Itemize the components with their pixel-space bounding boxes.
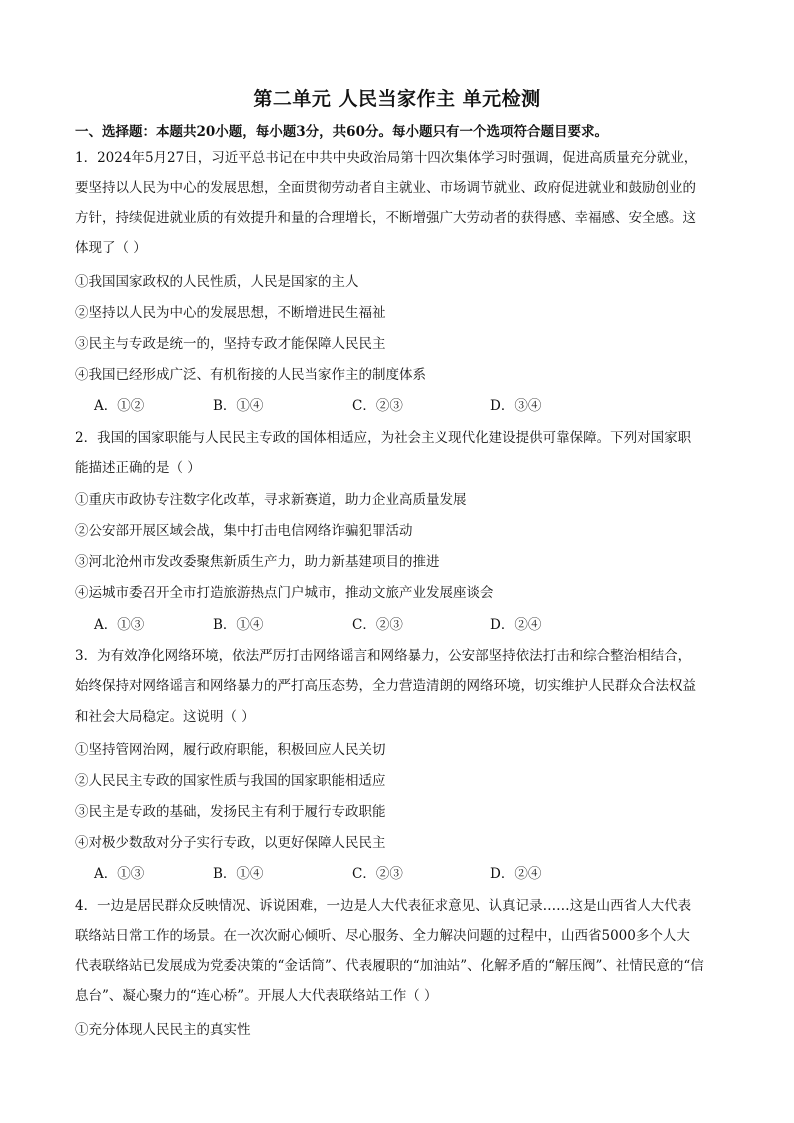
question-2-item-3: ③河北沧州市发改委聚焦新质生产力，助力新基建项目的推进 — [75, 554, 440, 570]
question-3-option-c[interactable]: C．②③ — [352, 866, 403, 882]
question-3-option-b[interactable]: B．①④ — [213, 866, 264, 882]
question-3-item-2: ②人民民主专政的国家性质与我国的国家职能相适应 — [75, 773, 386, 789]
question-4-stem-line-2: 联络站日常工作的场景。在一次次耐心倾听、尽心服务、全力解决问题的过程中，山西省5000多个人大 — [75, 928, 690, 944]
question-2-item-1: ①重庆市政协专注数字化改革，寻求新赛道，助力企业高质量发展 — [75, 492, 467, 508]
question-1-stem-line-3: 方针，持续促进就业质的有效提升和量的合理增长，不断增强广大劳动者的获得感、幸福感、安全感。这 — [75, 210, 696, 226]
question-1-option-b[interactable]: B．①④ — [213, 398, 264, 414]
question-3-stem-line-3: 和社会大局稳定。这说明（ ） — [75, 709, 255, 725]
question-4-stem-line-4: 息台”、凝心聚力的“连心桥”。开展人大代表联络站工作（ ） — [75, 988, 438, 1004]
question-3-stem-line-1: 3．为有效净化网络环境，依法严厉打击网络谣言和网络暴力，公安部坚持依法打击和综合整治相结合， — [75, 648, 692, 664]
question-2-stem-line-1: 2．我国的国家职能与人民民主专政的国体相适应，为社会主义现代化建设提供可靠保障。下列对国家职 — [75, 430, 692, 446]
question-1-item-1: ①我国国家政权的人民性质，人民是国家的主人 — [75, 274, 359, 290]
question-1-item-2: ②坚持以人民为中心的发展思想，不断增进民生福祉 — [75, 305, 386, 321]
question-3-option-d[interactable]: D．②④ — [490, 866, 542, 882]
question-2-option-a[interactable]: A．①③ — [94, 617, 145, 633]
question-1-item-3: ③民主与专政是统一的，坚持专政才能保障人民民主 — [75, 336, 386, 352]
question-2-option-d[interactable]: D．②④ — [490, 617, 542, 633]
question-3-item-4: ④对极少数敌对分子实行专政，以更好保障人民民主 — [75, 835, 386, 851]
question-1-stem-line-1: 1．2024年5月27日，习近平总书记在中共中央政治局第十四次集体学习时强调，促进高质量充分就业， — [75, 150, 698, 166]
question-1-option-c[interactable]: C．②③ — [352, 398, 403, 414]
question-3-item-3: ③民主是专政的基础，发扬民主有利于履行专政职能 — [75, 804, 386, 820]
question-1-option-d[interactable]: D．③④ — [490, 398, 542, 414]
section-header: 一、选择题：本题共20小题，每小题3分，共60分。每小题只有一个选项符合题目要求。 — [75, 124, 608, 140]
question-1-option-a[interactable]: A．①② — [94, 398, 145, 414]
question-2-stem-line-2: 能描述正确的是（ ） — [75, 460, 201, 476]
question-3-item-1: ①坚持管网治网，履行政府职能，积极回应人民关切 — [75, 742, 386, 758]
question-1-stem-line-4: 体现了（ ） — [75, 240, 147, 256]
page-title: 第二单元 人民当家作主 单元检测 — [253, 88, 541, 110]
question-1-stem-line-2: 要坚持以人民为中心的发展思想，全面贯彻劳动者自主就业、市场调节就业、政府促进就业和鼓励创业的 — [75, 180, 696, 196]
question-2-option-c[interactable]: C．②③ — [352, 617, 403, 633]
question-2-item-4: ④运城市委召开全市打造旅游热点门户城市，推动文旅产业发展座谈会 — [75, 585, 494, 601]
question-2-option-b[interactable]: B．①④ — [213, 617, 264, 633]
question-2-item-2: ②公安部开展区域会战，集中打击电信网络诈骗犯罪活动 — [75, 523, 413, 539]
question-3-stem-line-2: 始终保持对网络谣言和网络暴力的严打高压态势，全力营造清朗的网络环境，切实维护人民群众合法权益 — [75, 678, 696, 694]
question-4-stem-line-1: 4．一边是居民群众反映情况、诉说困难，一边是人大代表征求意见、认真记录……这是山西省人大代表 — [75, 898, 692, 914]
question-1-item-4: ④我国已经形成广泛、有机衔接的人民当家作主的制度体系 — [75, 367, 426, 383]
question-4-stem-line-3: 代表联络站已发展成为党委决策的“金话筒”、代表履职的“加油站”、化解矛盾的“解压阀”、社情民意的“信 — [75, 958, 704, 974]
question-4-item-1: ①充分体现人民民主的真实性 — [75, 1022, 251, 1038]
question-3-option-a[interactable]: A．①③ — [94, 866, 145, 882]
